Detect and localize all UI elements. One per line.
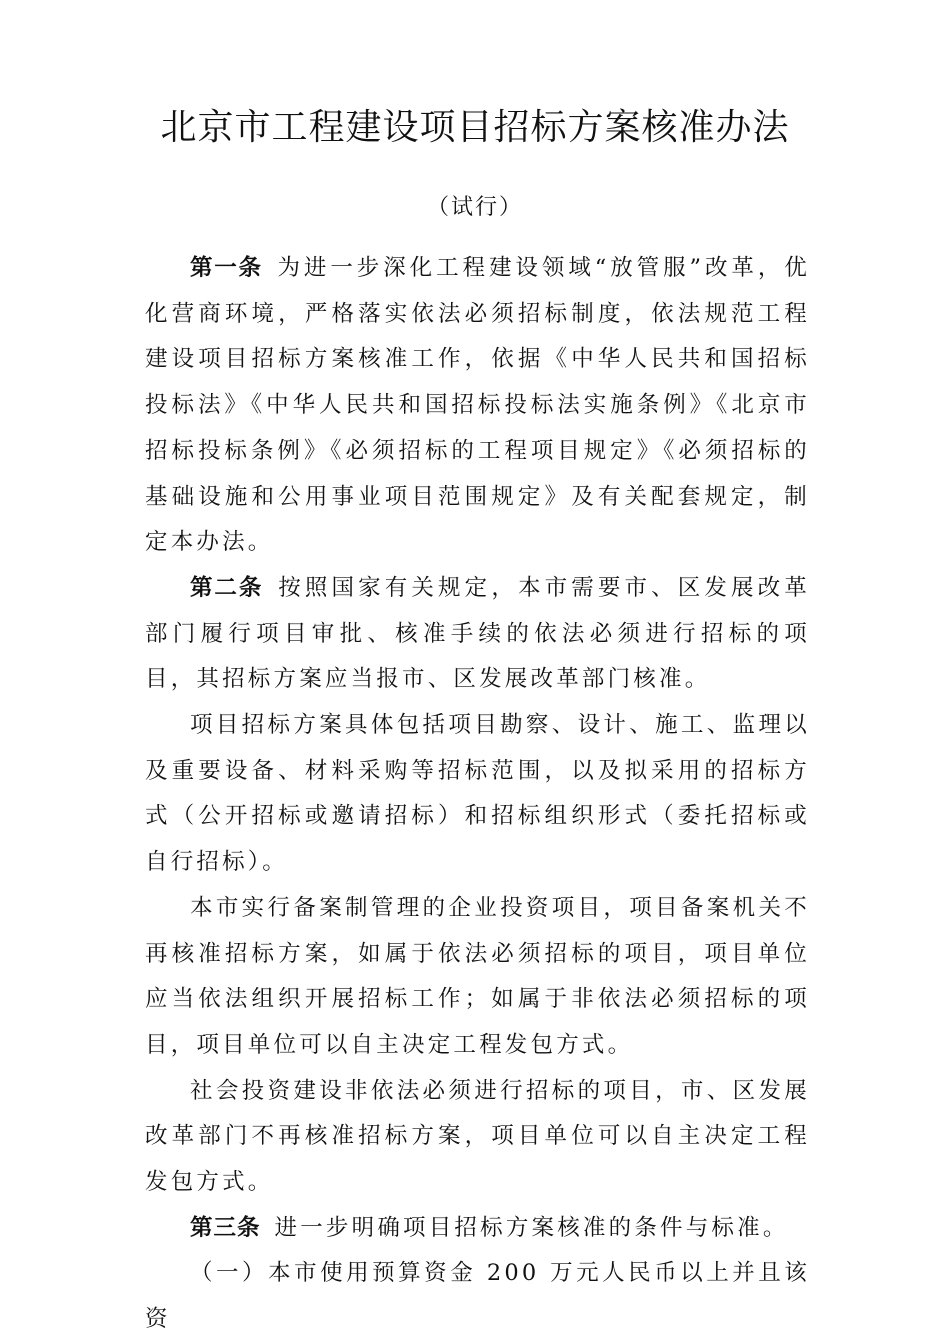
article-2-text: 按照国家有关规定，本市需要市、区发展改革部门履行项目审批、核准手续的依法必须进行招标的项目，其招标方案应当报市、区发展改革部门核准。 bbox=[145, 574, 810, 693]
document-body bbox=[145, 246, 810, 1343]
paragraph-text: （一）本市使用预算资金 200 万元人民币以上并且该资 bbox=[145, 1260, 810, 1333]
article-1-text: 为进一步深化工程建设领域“放管服”改革，优化营商环境，严格落实依法必须招标制度，依法规范工程建设项目招标方案核准工作，依据《中华人民共和国招标投标法》《中华人民共和国招标投标法实施条例》《北京市招标投标条例》《必须招标的工程项目规定》《必须招标的基础设施和公用事业项目范围规定》及有关配套规定，制定本办法。 bbox=[145, 255, 810, 556]
article-3-label: 第三条 bbox=[190, 1214, 261, 1241]
document-title: 北京市工程建设项目招标方案核准办法 bbox=[160, 107, 790, 148]
article-2-clause-scope bbox=[145, 703, 810, 886]
paragraph-text: 本市实行备案制管理的企业投资项目，项目备案机关不再核准招标方案，如属于依法必须招标的项目，项目单位应当依法组织开展招标工作；如属于非依法必须招标的项目，项目单位可以自主决定工程发包方式。 bbox=[145, 894, 810, 1058]
article-3-text: 进一步明确项目招标方案核准的条件与标准。 bbox=[274, 1214, 789, 1241]
article-3-item-1 bbox=[145, 1251, 810, 1342]
paragraph-text: 项目招标方案具体包括项目勘察、设计、施工、监理以及重要设备、材料采购等招标范围，以及拟采用的招标方式（公开招标或邀请招标）和招标组织形式（委托招标或自行招标）。 bbox=[145, 712, 810, 876]
article-2-clause-filing bbox=[145, 886, 810, 1069]
article-2-paragraph bbox=[145, 566, 810, 703]
article-1-label: 第一条 bbox=[190, 255, 263, 281]
article-2-label: 第二条 bbox=[190, 574, 264, 601]
paragraph-text: 社会投资建设非依法必须进行招标的项目，市、区发展改革部门不再核准招标方案，项目单位可以自主决定工程发包方式。 bbox=[145, 1077, 810, 1196]
article-3-paragraph bbox=[145, 1206, 810, 1252]
article-1-paragraph bbox=[145, 246, 810, 566]
article-2-clause-social-investment bbox=[145, 1069, 810, 1206]
document-subtitle: （试行） bbox=[426, 195, 523, 220]
